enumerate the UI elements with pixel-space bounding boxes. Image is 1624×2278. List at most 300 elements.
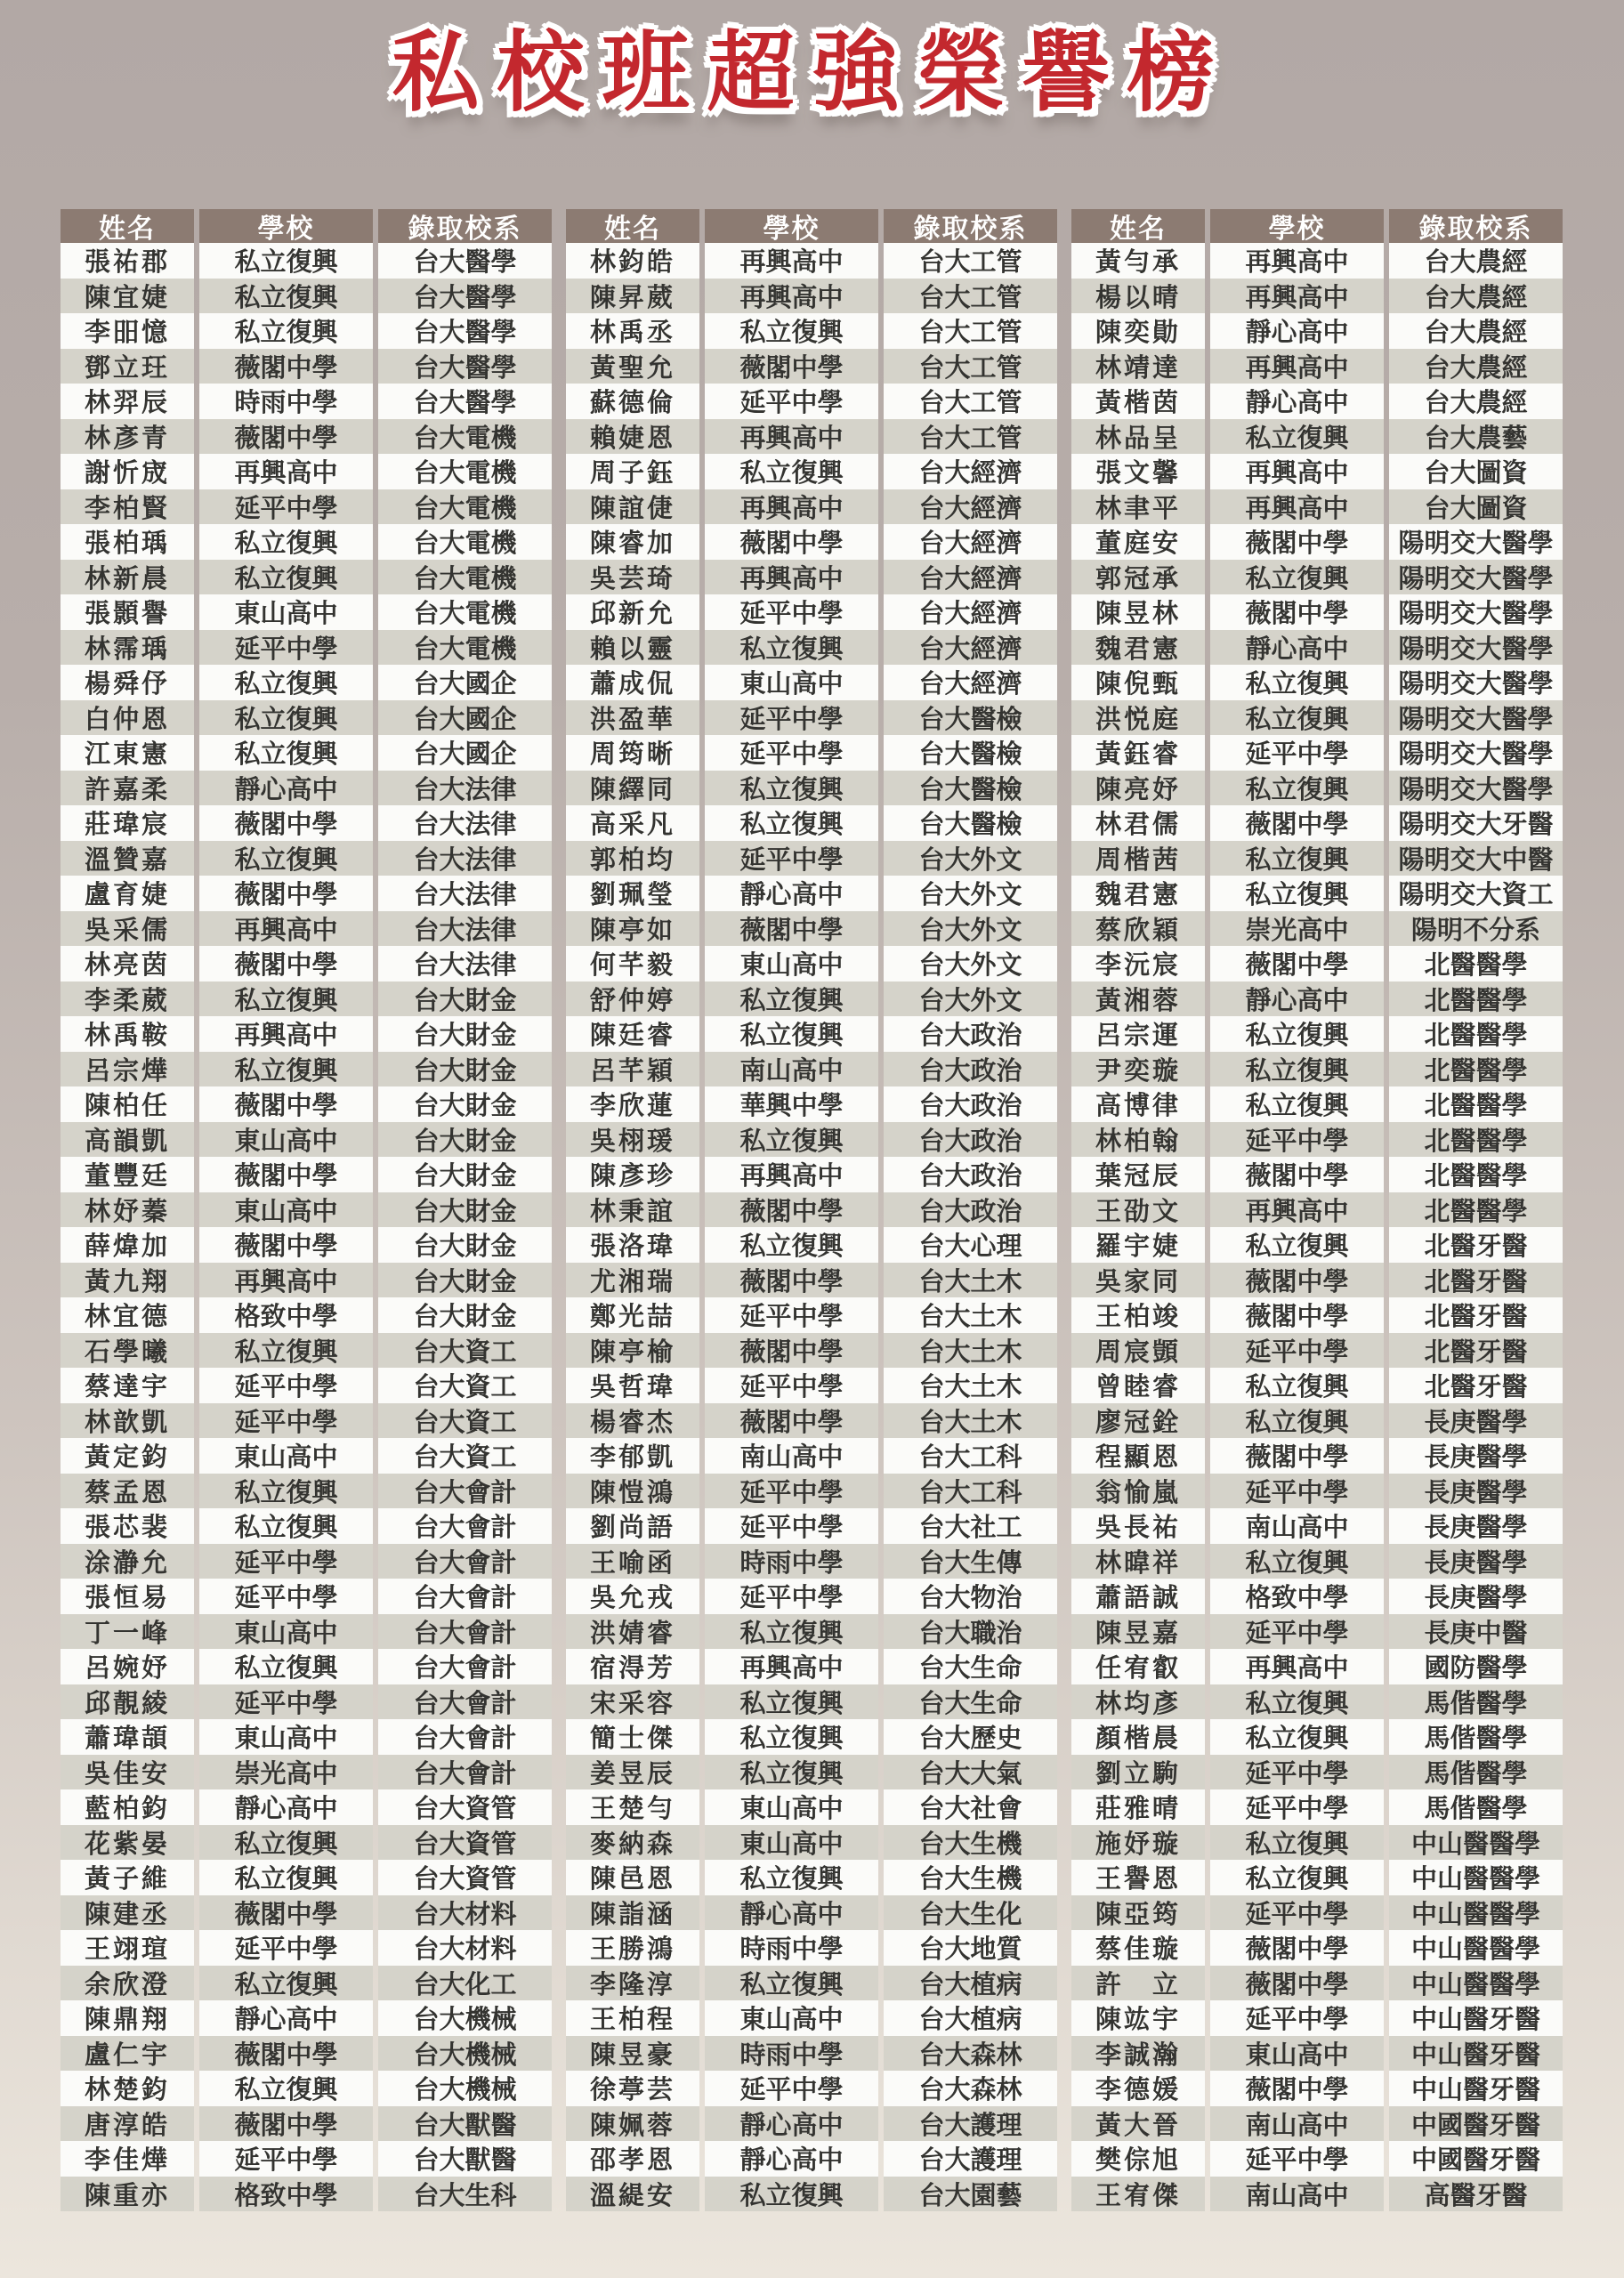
- name-cell: 高韻凱: [61, 1122, 194, 1158]
- school-cell: 私立復興: [199, 1333, 373, 1369]
- name-cell: 許嘉柔: [61, 771, 194, 806]
- school-cell: 薇閣中學: [1210, 946, 1384, 981]
- school-cell: 薇閣中學: [199, 876, 373, 911]
- dept-cell: 台大外文: [884, 841, 1057, 876]
- dept-cell: 長庚醫學: [1389, 1544, 1563, 1579]
- name-cell: 邵孝恩: [566, 2141, 699, 2177]
- name-cell: 唐淳皓: [61, 2106, 194, 2142]
- column-header: 姓名: [61, 209, 194, 243]
- school-cell: 靜心高中: [705, 876, 878, 911]
- school-cell: 薇閣中學: [1210, 1157, 1384, 1192]
- dept-cell: 台大法律: [378, 771, 552, 806]
- dept-cell: 台大外文: [884, 876, 1057, 911]
- dept-cell: 台大工管: [884, 419, 1057, 455]
- school-cell: 延平中學: [1210, 2000, 1384, 2036]
- name-cell: 李柏賢: [61, 489, 194, 525]
- dept-cell: 台大電機: [378, 594, 552, 630]
- dept-cell: 台大會計: [378, 1508, 552, 1544]
- dept-cell: 台大植病: [884, 2000, 1057, 2036]
- dept-cell: 長庚醫學: [1389, 1438, 1563, 1474]
- school-cell: 東山高中: [705, 1789, 878, 1825]
- school-cell: 私立復興: [199, 700, 373, 736]
- school-cell: 延平中學: [705, 700, 878, 736]
- name-cell: 董豐廷: [61, 1157, 194, 1192]
- school-cell: 靜心高中: [1210, 384, 1384, 419]
- dept-cell: 台大生化: [884, 1895, 1057, 1931]
- school-cell: 私立復興: [1210, 1544, 1384, 1579]
- dept-cell: 台大資管: [378, 1860, 552, 1895]
- school-cell: 私立復興: [1210, 1368, 1384, 1403]
- school-cell: 薇閣中學: [705, 911, 878, 947]
- school-cell: 私立復興: [199, 560, 373, 595]
- school-cell: 私立復興: [1210, 876, 1384, 911]
- name-cell: 楊舜伃: [61, 665, 194, 700]
- name-cell: 林禹鞍: [61, 1016, 194, 1052]
- name-cell: 李沅宸: [1071, 946, 1205, 981]
- dept-cell: 北醫牙醫: [1389, 1297, 1563, 1333]
- dept-cell: 台大法律: [378, 876, 552, 911]
- name-cell: 呂婉妤: [61, 1649, 194, 1684]
- dept-cell: 台大法律: [378, 805, 552, 841]
- name-cell: 莊瑋宸: [61, 805, 194, 841]
- school-cell: 東山高中: [199, 1719, 373, 1755]
- name-cell: 廖冠銓: [1071, 1403, 1205, 1439]
- name-cell: 黃楷茵: [1071, 384, 1205, 419]
- dept-cell: 台大土木: [884, 1333, 1057, 1369]
- name-cell: 姜昱辰: [566, 1755, 699, 1790]
- school-cell: 私立復興: [705, 1860, 878, 1895]
- name-cell: 賴婕恩: [566, 419, 699, 455]
- name-cell: 張文馨: [1071, 454, 1205, 489]
- name-cell: 何芊毅: [566, 946, 699, 981]
- name-cell: 吳栩瑗: [566, 1122, 699, 1158]
- name-cell: 陳奕勛: [1071, 313, 1205, 349]
- school-cell: 私立復興: [705, 1016, 878, 1052]
- dept-cell: 台大經濟: [884, 524, 1057, 560]
- dept-cell: 台大會計: [378, 1719, 552, 1755]
- name-cell: 郭柏均: [566, 841, 699, 876]
- name-cell: 涂瀞允: [61, 1544, 194, 1579]
- dept-cell: 台大生命: [884, 1684, 1057, 1720]
- dept-cell: 台大材料: [378, 1895, 552, 1931]
- name-cell: 王柏竣: [1071, 1297, 1205, 1333]
- school-cell: 再興高中: [705, 489, 878, 525]
- school-cell: 時雨中學: [705, 1544, 878, 1579]
- dept-cell: 北醫醫學: [1389, 1016, 1563, 1052]
- name-cell: 呂宗運: [1071, 1016, 1205, 1052]
- school-cell: 薇閣中學: [199, 2036, 373, 2072]
- name-cell: 舒仲婷: [566, 981, 699, 1017]
- name-cell: 葉冠辰: [1071, 1157, 1205, 1192]
- column-header: 錄取校系: [884, 209, 1057, 243]
- dept-cell: 北醫醫學: [1389, 1086, 1563, 1122]
- dept-cell: 台大社會: [884, 1789, 1057, 1825]
- school-cell: 東山高中: [199, 1192, 373, 1228]
- school-cell: 再興高中: [705, 1649, 878, 1684]
- name-cell: 吳采儒: [61, 911, 194, 947]
- name-cell: 陳昱林: [1071, 594, 1205, 630]
- dept-cell: 馬偕醫學: [1389, 1755, 1563, 1790]
- name-cell: 林彥青: [61, 419, 194, 455]
- name-cell: 陳柏任: [61, 1086, 194, 1122]
- school-cell: 南山高中: [1210, 2177, 1384, 2212]
- name-cell: 張祐郡: [61, 243, 194, 279]
- dept-cell: 中山醫牙醫: [1389, 2071, 1563, 2106]
- dept-cell: 台大機械: [378, 2000, 552, 2036]
- dept-cell: 台大財金: [378, 1227, 552, 1263]
- dept-cell: 台大工科: [884, 1474, 1057, 1509]
- dept-cell: 台大醫學: [378, 313, 552, 349]
- dept-cell: 台大化工: [378, 1966, 552, 2001]
- name-cell: 周楷茜: [1071, 841, 1205, 876]
- name-cell: 宋采容: [566, 1684, 699, 1720]
- name-cell: 魏君憲: [1071, 630, 1205, 666]
- school-cell: 再興高中: [1210, 1649, 1384, 1684]
- name-cell: 林霈瑀: [61, 630, 194, 666]
- dept-cell: 北醫醫學: [1389, 946, 1563, 981]
- dept-cell: 台大資工: [378, 1333, 552, 1369]
- school-cell: 再興高中: [199, 1016, 373, 1052]
- name-cell: 黃勻承: [1071, 243, 1205, 279]
- name-cell: 王譽恩: [1071, 1860, 1205, 1895]
- dept-cell: 台大政治: [884, 1192, 1057, 1228]
- school-cell: 時雨中學: [705, 2036, 878, 2072]
- name-cell: 黃九翔: [61, 1263, 194, 1298]
- school-cell: 私立復興: [1210, 1719, 1384, 1755]
- school-cell: 靜心高中: [199, 1789, 373, 1825]
- name-cell: 林靖達: [1071, 349, 1205, 384]
- school-cell: 薇閣中學: [199, 805, 373, 841]
- name-cell: 盧育婕: [61, 876, 194, 911]
- name-cell: 石學曦: [61, 1333, 194, 1369]
- school-cell: 再興高中: [199, 454, 373, 489]
- name-cell: 陳昱嘉: [1071, 1614, 1205, 1650]
- dept-cell: 台大經濟: [884, 594, 1057, 630]
- name-cell: 王喻函: [566, 1544, 699, 1579]
- dept-cell: 馬偕醫學: [1389, 1684, 1563, 1720]
- school-cell: 東山高中: [705, 2000, 878, 2036]
- dept-cell: 台大農經: [1389, 313, 1563, 349]
- dept-cell: 台大會計: [378, 1544, 552, 1579]
- name-cell: 劉尚語: [566, 1508, 699, 1544]
- school-cell: 延平中學: [1210, 2141, 1384, 2177]
- school-cell: 薇閣中學: [199, 946, 373, 981]
- school-cell: 靜心高中: [705, 2106, 878, 2142]
- name-cell: 王柏程: [566, 2000, 699, 2036]
- school-cell: 延平中學: [1210, 1122, 1384, 1158]
- school-cell: 私立復興: [199, 981, 373, 1017]
- dept-cell: 台大財金: [378, 981, 552, 1017]
- dept-cell: 北醫牙醫: [1389, 1333, 1563, 1369]
- dept-cell: 長庚醫學: [1389, 1508, 1563, 1544]
- dept-cell: 台大電機: [378, 419, 552, 455]
- school-cell: 延平中學: [1210, 1895, 1384, 1931]
- name-cell: 陳廷睿: [566, 1016, 699, 1052]
- school-cell: 私立復興: [705, 981, 878, 1017]
- dept-cell: 台大財金: [378, 1016, 552, 1052]
- name-cell: 林羿辰: [61, 384, 194, 419]
- dept-cell: 台大資工: [378, 1368, 552, 1403]
- name-cell: 林君儒: [1071, 805, 1205, 841]
- dept-cell: 台大經濟: [884, 630, 1057, 666]
- dept-cell: 台大護理: [884, 2141, 1057, 2177]
- dept-cell: 台大圖資: [1389, 454, 1563, 489]
- school-cell: 私立復興: [705, 1614, 878, 1650]
- school-cell: 薇閣中學: [705, 1333, 878, 1369]
- school-cell: 時雨中學: [199, 384, 373, 419]
- name-cell: 程顯恩: [1071, 1438, 1205, 1474]
- name-cell: 李郁凱: [566, 1438, 699, 1474]
- name-cell: 陳重亦: [61, 2177, 194, 2212]
- name-cell: 尹奕璇: [1071, 1052, 1205, 1087]
- dept-cell: 台大國企: [378, 700, 552, 736]
- school-cell: 再興高中: [705, 419, 878, 455]
- dept-cell: 台大資工: [378, 1438, 552, 1474]
- dept-cell: 陽明交大中醫: [1389, 841, 1563, 876]
- school-cell: 私立復興: [1210, 1684, 1384, 1720]
- name-cell: 林品呈: [1071, 419, 1205, 455]
- name-cell: 黃子維: [61, 1860, 194, 1895]
- school-cell: 東山高中: [705, 665, 878, 700]
- name-cell: 陳誼倢: [566, 489, 699, 525]
- name-cell: 陳昱豪: [566, 2036, 699, 2072]
- school-cell: 私立復興: [199, 1474, 373, 1509]
- name-cell: 麥納森: [566, 1825, 699, 1861]
- dept-cell: 台大醫檢: [884, 771, 1057, 806]
- dept-cell: 中山醫醫學: [1389, 1966, 1563, 2001]
- dept-cell: 台大歷史: [884, 1719, 1057, 1755]
- dept-cell: 台大醫檢: [884, 735, 1057, 771]
- school-cell: 私立復興: [1210, 419, 1384, 455]
- school-cell: 延平中學: [199, 489, 373, 525]
- name-cell: 王劭文: [1071, 1192, 1205, 1228]
- name-cell: 任宥叡: [1071, 1649, 1205, 1684]
- school-cell: 私立復興: [199, 1649, 373, 1684]
- name-cell: 賴以靈: [566, 630, 699, 666]
- name-cell: 王楚勻: [566, 1789, 699, 1825]
- school-cell: 私立復興: [199, 313, 373, 349]
- name-cell: 王翊瑄: [61, 1930, 194, 1966]
- school-cell: 私立復興: [1210, 560, 1384, 595]
- dept-cell: 台大土木: [884, 1297, 1057, 1333]
- school-cell: 私立復興: [1210, 1403, 1384, 1439]
- school-cell: 再興高中: [1210, 454, 1384, 489]
- name-cell: 周宸顗: [1071, 1333, 1205, 1369]
- column-header: 學校: [199, 209, 373, 243]
- school-cell: 再興高中: [705, 243, 878, 279]
- dept-cell: 中山醫牙醫: [1389, 2000, 1563, 2036]
- school-cell: 延平中學: [199, 2141, 373, 2177]
- dept-cell: 陽明交大醫學: [1389, 524, 1563, 560]
- name-cell: 劉珮瑩: [566, 876, 699, 911]
- school-cell: 私立復興: [199, 243, 373, 279]
- dept-cell: 陽明交大牙醫: [1389, 805, 1563, 841]
- dept-cell: 台大國企: [378, 665, 552, 700]
- dept-cell: 台大土木: [884, 1368, 1057, 1403]
- name-cell: 吳家同: [1071, 1263, 1205, 1298]
- name-cell: 李佳燁: [61, 2141, 194, 2177]
- school-cell: 私立復興: [199, 1966, 373, 2001]
- school-cell: 南山高中: [705, 1052, 878, 1087]
- name-cell: 張芯裴: [61, 1508, 194, 1544]
- name-cell: 高采凡: [566, 805, 699, 841]
- dept-cell: 台大物治: [884, 1579, 1057, 1614]
- column-header: 姓名: [1071, 209, 1205, 243]
- dept-cell: 台大政治: [884, 1122, 1057, 1158]
- honor-roll-group: [1071, 209, 1563, 2211]
- dept-cell: 長庚醫學: [1389, 1579, 1563, 1614]
- dept-cell: 台大經濟: [884, 489, 1057, 525]
- dept-cell: 台大外文: [884, 911, 1057, 947]
- school-cell: 格致中學: [1210, 1579, 1384, 1614]
- dept-cell: 陽明不分系: [1389, 911, 1563, 947]
- dept-cell: 中山醫醫學: [1389, 1895, 1563, 1931]
- dept-cell: 台大經濟: [884, 454, 1057, 489]
- name-cell: 陳繹同: [566, 771, 699, 806]
- school-cell: 私立復興: [1210, 1227, 1384, 1263]
- school-cell: 延平中學: [1210, 1474, 1384, 1509]
- dept-cell: 台大農經: [1389, 279, 1563, 314]
- honor-roll-group: [61, 209, 552, 2211]
- dept-cell: 中國醫牙醫: [1389, 2106, 1563, 2142]
- dept-cell: 台大農經: [1389, 384, 1563, 419]
- dept-cell: 北醫醫學: [1389, 1122, 1563, 1158]
- dept-cell: 中山醫醫學: [1389, 1860, 1563, 1895]
- school-cell: 私立復興: [705, 454, 878, 489]
- school-cell: 私立復興: [199, 1825, 373, 1861]
- dept-cell: 台大工科: [884, 1438, 1057, 1474]
- dept-cell: 台大會計: [378, 1474, 552, 1509]
- page-title: 私校班超強榮譽榜: [392, 23, 1232, 121]
- school-cell: 薇閣中學: [1210, 1930, 1384, 1966]
- school-cell: 南山高中: [705, 1438, 878, 1474]
- name-cell: 李誠瀚: [1071, 2036, 1205, 2072]
- school-cell: 再興高中: [1210, 279, 1384, 314]
- dept-cell: 台大園藝: [884, 2177, 1057, 2212]
- school-cell: 薇閣中學: [199, 1227, 373, 1263]
- dept-cell: 台大法律: [378, 841, 552, 876]
- dept-cell: 台大生傳: [884, 1544, 1057, 1579]
- school-cell: 私立復興: [199, 841, 373, 876]
- school-cell: 延平中學: [705, 735, 878, 771]
- school-cell: 私立復興: [199, 2071, 373, 2106]
- name-cell: 溫贊嘉: [61, 841, 194, 876]
- name-cell: 張顥譽: [61, 594, 194, 630]
- column-header: 錄取校系: [1389, 209, 1563, 243]
- school-cell: 延平中學: [705, 384, 878, 419]
- school-cell: 薇閣中學: [1210, 594, 1384, 630]
- dept-cell: 台大政治: [884, 1016, 1057, 1052]
- school-cell: 私立復興: [199, 1508, 373, 1544]
- name-cell: 花紫晏: [61, 1825, 194, 1861]
- school-cell: 私立復興: [1210, 771, 1384, 806]
- school-cell: 延平中學: [199, 1403, 373, 1439]
- dept-cell: 北醫牙醫: [1389, 1263, 1563, 1298]
- dept-cell: 長庚醫學: [1389, 1403, 1563, 1439]
- school-cell: 延平中學: [705, 2071, 878, 2106]
- name-cell: 吳佳安: [61, 1755, 194, 1790]
- name-cell: 陳建丞: [61, 1895, 194, 1931]
- name-cell: 劉立駒: [1071, 1755, 1205, 1790]
- school-cell: 薇閣中學: [1210, 1297, 1384, 1333]
- school-cell: 私立復興: [705, 313, 878, 349]
- name-cell: 曾睦睿: [1071, 1368, 1205, 1403]
- dept-cell: 陽明交大醫學: [1389, 700, 1563, 736]
- column-header: 學校: [1210, 209, 1384, 243]
- dept-cell: 長庚中醫: [1389, 1614, 1563, 1650]
- name-cell: 陳竑宇: [1071, 2000, 1205, 2036]
- school-cell: 延平中學: [1210, 735, 1384, 771]
- school-cell: 東山高中: [199, 594, 373, 630]
- school-cell: 私立復興: [705, 771, 878, 806]
- dept-cell: 台大會計: [378, 1755, 552, 1790]
- school-cell: 私立復興: [705, 1966, 878, 2001]
- school-cell: 私立復興: [1210, 665, 1384, 700]
- school-cell: 格致中學: [199, 2177, 373, 2212]
- school-cell: 薇閣中學: [199, 419, 373, 455]
- name-cell: 陳亮妤: [1071, 771, 1205, 806]
- dept-cell: 陽明交大醫學: [1389, 771, 1563, 806]
- school-cell: 薇閣中學: [199, 1895, 373, 1931]
- school-cell: 私立復興: [199, 1052, 373, 1087]
- school-cell: 薇閣中學: [705, 349, 878, 384]
- school-cell: 延平中學: [705, 1368, 878, 1403]
- school-cell: 延平中學: [705, 841, 878, 876]
- dept-cell: 台大政治: [884, 1052, 1057, 1087]
- name-cell: 蕭成侃: [566, 665, 699, 700]
- dept-cell: 台大電機: [378, 489, 552, 525]
- dept-cell: 台大財金: [378, 1263, 552, 1298]
- school-cell: 靜心高中: [199, 771, 373, 806]
- name-cell: 陳昇葳: [566, 279, 699, 314]
- school-cell: 薇閣中學: [705, 1263, 878, 1298]
- dept-cell: 北醫醫學: [1389, 1052, 1563, 1087]
- dept-cell: 台大獸醫: [378, 2141, 552, 2177]
- name-cell: 陳亭榆: [566, 1333, 699, 1369]
- dept-cell: 台大護理: [884, 2106, 1057, 2142]
- dept-cell: 台大醫學: [378, 384, 552, 419]
- name-cell: 蔡佳璇: [1071, 1930, 1205, 1966]
- name-cell: 林禹丞: [566, 313, 699, 349]
- name-cell: 余欣澄: [61, 1966, 194, 2001]
- school-cell: 南山高中: [1210, 1508, 1384, 1544]
- dept-cell: 台大資工: [378, 1403, 552, 1439]
- dept-cell: 台大資管: [378, 1789, 552, 1825]
- school-cell: 延平中學: [705, 1474, 878, 1509]
- name-cell: 楊以晴: [1071, 279, 1205, 314]
- school-cell: 東山高中: [199, 1122, 373, 1158]
- school-cell: 薇閣中學: [199, 1157, 373, 1192]
- dept-cell: 北醫醫學: [1389, 1192, 1563, 1228]
- school-cell: 東山高中: [705, 946, 878, 981]
- name-cell: 顏楷晨: [1071, 1719, 1205, 1755]
- school-cell: 再興高中: [705, 560, 878, 595]
- dept-cell: 台大心理: [884, 1227, 1057, 1263]
- dept-cell: 台大財金: [378, 1086, 552, 1122]
- school-cell: 東山高中: [1210, 2036, 1384, 2072]
- dept-cell: 台大農經: [1389, 349, 1563, 384]
- name-cell: 陳睿加: [566, 524, 699, 560]
- school-cell: 私立復興: [705, 2177, 878, 2212]
- name-cell: 林楚鈞: [61, 2071, 194, 2106]
- school-cell: 延平中學: [1210, 1333, 1384, 1369]
- name-cell: 蔡欣穎: [1071, 911, 1205, 947]
- school-cell: 延平中學: [199, 1544, 373, 1579]
- school-cell: 私立復興: [199, 524, 373, 560]
- honor-roll-board: [61, 209, 1563, 2211]
- dept-cell: 台大醫學: [378, 243, 552, 279]
- school-cell: 再興高中: [705, 279, 878, 314]
